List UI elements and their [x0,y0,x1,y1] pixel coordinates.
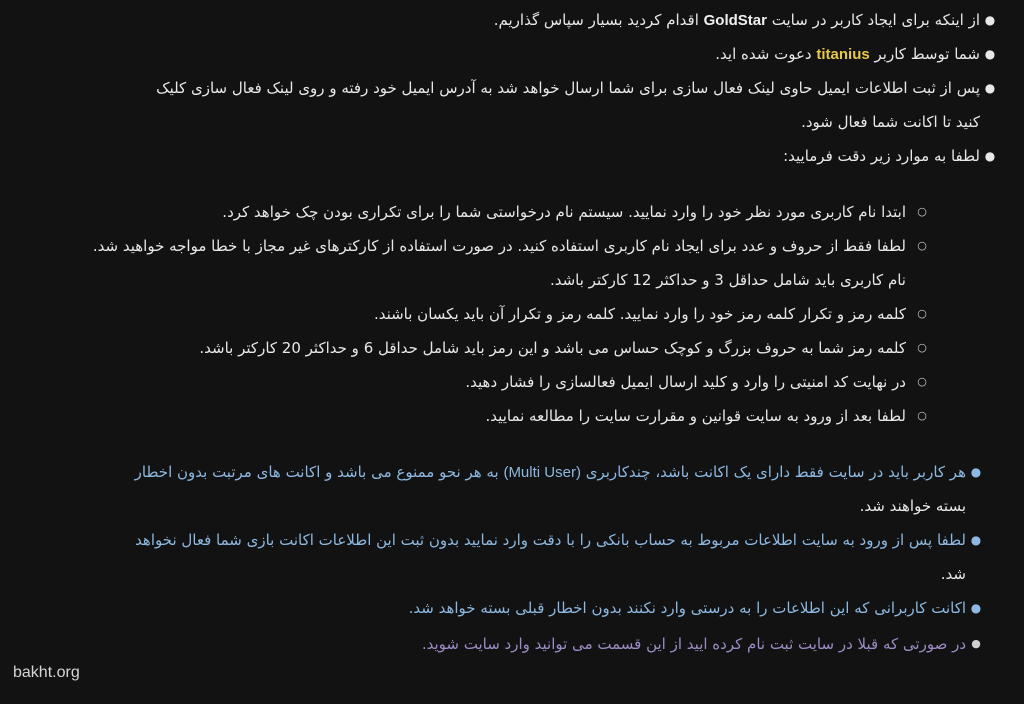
list-item-invite [0,38,980,70]
invite-text-b: دعوت شده اید. [715,45,812,63]
bullet-circle-icon: ○ [917,341,927,354]
bullet-circle-icon: ○ [917,409,927,422]
warning-item-bank [0,524,966,556]
warning-incorrect-text: اکانت کاربرانی که این اطلاعات را به درستی وارد نکنند بدون اخطار قبلی بسته خواهد شد. [408,599,966,617]
warning-registered-link[interactable]: در صورتی که قبلا در سایت ثبت نام کرده ایید از این قسمت می توانید وارد سایت شوید. [421,635,966,653]
bullet-disc-icon: ● [984,13,996,27]
thanks-text-b: اقدام کردید بسیار سپاس گذاریم. [493,11,699,29]
inviter-username[interactable]: titanius [816,46,870,63]
rule-terms-text: لطفا بعد از ورود به سایت قوانین و مقرارت سایت را مطالعه نمایید. [485,407,906,425]
list-item-activation-line-1 [0,72,980,104]
list-item-attention [0,140,980,172]
warning-item-incorrect [0,592,966,624]
warning-item-multi-user [0,456,966,488]
warning-item-bank-line-2 [0,558,966,590]
rule-item-captcha [0,366,906,398]
bullet-disc-icon: ● [970,601,982,615]
rule-username-text: ابتدا نام کاربری مورد نظر خود را وارد نمایید. سیستم نام درخواستی شما را برای تکراری بودن چک خواهد کرد. [222,203,906,221]
warning-bank-text-1: لطفا پس از ورود به سایت اطلاعات مربوط به حساب بانکی را با دقت وارد نمایید بدون ثبت این اطلاعات اکانت بازی شما فعال نخواهد [135,531,966,549]
rule-item-password [0,298,906,330]
rule-password-rules-text: کلمه رمز شما به حروف بزرگ و کوچک حساس می باشد و این رمز باید شامل حداقل 6 و حداکثر 20 کارکتر باشد. [199,339,906,357]
rule-username-length-text: نام کاربری باید شامل حداقل 3 و حداکثر 12 کارکتر باشد. [549,271,906,289]
rule-item-allowed-chars [0,230,906,262]
list-item-thanks [0,4,980,36]
bullet-disc-icon: ● [971,637,981,650]
list-item-activation-line-2 [0,106,980,138]
bullet-circle-icon: ○ [917,205,927,218]
warning-multi-term: (Multi User) [503,464,581,481]
warning-bank-text-2: شد. [940,565,966,583]
rule-item-password-rules [0,332,906,364]
warning-item-multi-user-line-2 [0,490,966,522]
bullet-disc-icon: ● [970,465,982,479]
bullet-circle-icon: ○ [917,239,927,252]
bullet-disc-icon: ● [970,533,982,547]
warning-multi-text-2: بسته خواهند شد. [859,497,966,515]
warning-multi-text-a: هر کاربر باید در سایت فقط دارای یک اکانت باشد، چندکاربری [585,463,966,481]
rule-item-terms [0,400,906,432]
rule-captcha-text: در نهایت کد امنیتی را وارد و کلید ارسال ایمیل فعالسازی را فشار دهید. [465,373,906,391]
rule-item-username [0,196,906,228]
warning-item-registered [0,628,966,660]
activation-text-2: کنید تا اکانت شما فعال شود. [801,113,980,131]
warning-multi-text-b: به هر نحو ممنوع می باشد و اکانت های مرتبت بدون اخطار [134,463,499,481]
brand-name: GoldStar [703,12,767,29]
rule-allowed-chars-text: لطفا فقط از حروف و عدد برای ایجاد نام کاربری استفاده کنید. در صورت استفاده از کارکترهای غیر مجاز با خطا مواجه خواهید شد. [92,237,906,255]
rule-item-username-length [0,264,906,296]
watermark-text: bakht.org [13,664,80,681]
activation-text-1: پس از ثبت اطلاعات ایمیل حاوی لینک فعال سازی برای شما ارسال خواهد شد به آدرس ایمیل خود رفته و روی لینک فعال سازی کلیک [156,79,980,97]
invite-text-a: شما توسط کاربر [874,45,980,63]
bullet-disc-icon: ● [984,81,996,95]
rule-password-text: کلمه رمز و تکرار کلمه رمز خود را وارد نمایید. کلمه رمز و تکرار آن باید یکسان باشند. [373,305,906,323]
bullet-disc-icon: ● [984,47,996,61]
bullet-circle-icon: ○ [917,375,927,388]
bullet-circle-icon: ○ [917,307,927,320]
bullet-disc-icon: ● [984,149,996,163]
thanks-text-a: از اینکه برای ایجاد کاربر در سایت [771,11,980,29]
attention-text: لطفا به موارد زیر دقت فرمایید: [783,147,980,165]
